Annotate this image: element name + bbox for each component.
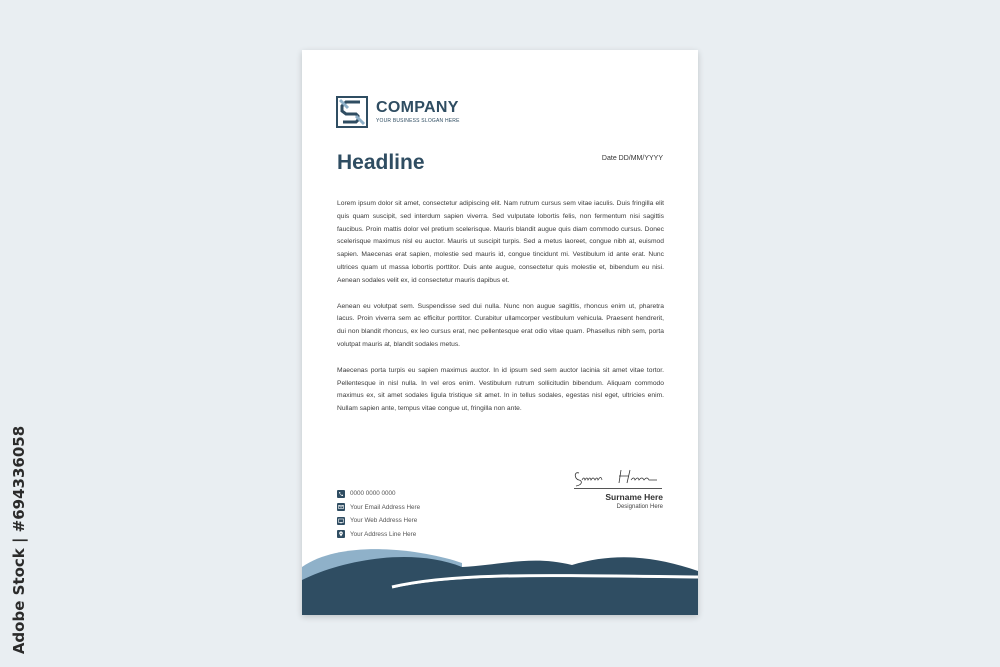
date-field: Date DD/MM/YYYY xyxy=(601,155,663,162)
signature-line xyxy=(574,488,662,489)
company-slogan: YOUR BUSINESS SLOGAN HERE xyxy=(376,118,460,124)
paragraph: Aenean eu volutpat sem. Suspendisse sed dui nulla. Nunc non augue sagittis, rhoncus enim ut, pharetra lacus. Proin viverra sem ac efficitur porttitor. Curabitur ullamcorper vestibulum vehicula. Praesent hendrerit, dui non blandit rhoncus, ex leo cursus erat, nec pellentesque erat odio vitae quam. Phasellus nibh sem, porta volutpat mauris at, blandit sodales metus. xyxy=(337,302,664,348)
phone-icon xyxy=(337,490,345,498)
contact-web xyxy=(337,514,420,528)
stock-id-text: Adobe Stock | #694336058 xyxy=(10,425,29,655)
headline: Headline xyxy=(337,151,425,174)
contact-web-text: Your Web Address Here xyxy=(350,517,418,525)
company-logo xyxy=(336,96,460,128)
body-text xyxy=(337,198,664,429)
location-icon xyxy=(337,530,345,538)
signatory-designation: Designation Here xyxy=(616,504,663,510)
web-icon xyxy=(337,517,345,525)
contact-email xyxy=(337,501,420,515)
signatory-name: Surname Here xyxy=(605,492,663,502)
letterhead-sheet xyxy=(302,50,698,615)
stock-id-watermark xyxy=(6,425,32,655)
contact-address xyxy=(337,528,420,542)
paragraph: Maecenas porta turpis eu sapien maximus auctor. In id ipsum sed sem auctor lacinia sit amet vitae tortor. Pellentesque in nisl nulla. In vel eros enim. Vestibulum rutrum sollicitudin bibendum. Aliquam commodo maximus ex, sit amet sodales ligula tristique sit amet. In in tellus sodales, egestas nisl eget, ultricies enim. Nullam sapien ante, tempus vitae congue ut, fringilla non ante. xyxy=(337,366,664,413)
contact-phone-text: 0000 0000 0000 xyxy=(350,490,396,498)
handwritten-signature xyxy=(573,467,663,489)
email-icon xyxy=(337,503,345,511)
contact-list xyxy=(337,487,420,541)
paragraph: Lorem ipsum dolor sit amet, consectetur adipiscing elit. Nam rutrum cursus sem vitae iaculis. Duis fringilla elit quis quam suscipit, sed interdum sapien viverra. Sed vulputate lobortis felis, non fermentum nisi sagittis faucibus. Proin mattis dolor vel pretium scelerisque. Mauris blandit augue quis diam commodo cursus. Donec scelerisque maximus nisl eu auctor. Mauris ut suscipit turpis. Sed a metus laoreet, congue nibh at, euismod sapien. Maecenas erat sapien, molestie sed mauris id, congue tincidunt mi. Vestibulum id ante erat. Nunc ultrices quam ut massa lobortis porttitor. Duis ante augue, consectetur quis molestie et, bibendum eu nisi. Aenean sodales velit ex, id consectetur mauris dapibus et. xyxy=(337,200,664,284)
footer-waves xyxy=(302,545,698,615)
contact-email-text: Your Email Address Here xyxy=(350,503,421,511)
logo-mark-icon xyxy=(336,96,368,128)
contact-address-text: Your Address Line Here xyxy=(350,530,417,538)
company-name: COMPANY xyxy=(376,99,459,116)
contact-phone xyxy=(337,487,420,501)
